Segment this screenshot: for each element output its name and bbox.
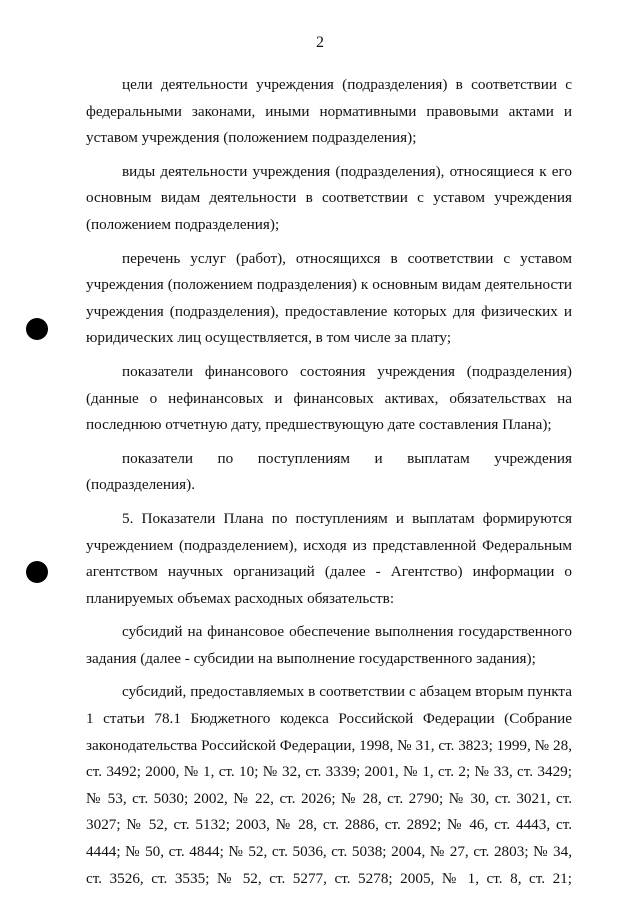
- binder-hole-lower: [26, 561, 48, 583]
- page-number: 2: [316, 34, 324, 51]
- paragraph-budget-code-subsidies: субсидий, предоставляемых в соответствии с абзацем вторым пункта 1 статьи 78.1 Бюджетного кодекса Российской Федерации (Собрание законодательства Российской Федерации, 1998, № 31, ст. 3823; 1999, № 28, ст. 3492; 2000, № 1, ст. 10; № 32, ст. 3339; 2001, № 1, ст. 2; № 33, ст. 3429; № 53, ст. 5030; 2002, № 22, ст. 2026; № 28, ст. 2790; № 30, ст. 3021, ст. 3027; № 52, ст. 5132; 2003, № 28, ст. 2886, ст. 2892; № 46, ст. 4443, ст. 4444; № 50, ст. 4844; № 52, ст. 5036, ст. 5038; 2004, № 27, ст. 2803; № 34, ст. 3526, ст. 3535; № 52, ст. 5277, ст. 5278; 2005, № 1, ст. 8, ст. 21;: [86, 683, 572, 887]
- paragraph-activity-types: виды деятельности учреждения (подразделения), относящиеся к его основным видам деятельности в соответствии с уставом учреждения (положением подразделения);: [86, 162, 572, 233]
- binder-hole-upper: [26, 318, 48, 340]
- paragraph-services-list: перечень услуг (работ), относящихся в соответствии с уставом учреждения (положением подразделения) к основным видам деятельности учреждения (подразделения), предоставление которых для физических и юридических лиц осуществляется, в том числе за плату;: [86, 249, 572, 347]
- paragraph-state-task-subsidies: субсидий на финансовое обеспечение выполнения государственного задания (далее - субсидии на выполнение государственного задания);: [86, 623, 572, 667]
- paragraph-goals: цели деятельности учреждения (подразделения) в соответствии с федеральными законами, иными нормативными правовыми актами и уставом учреждения (положением подразделения);: [86, 76, 572, 147]
- paragraph-receipts-payments: показатели по поступлениям и выплатам учреждения (подразделения).: [86, 449, 572, 494]
- paragraph-section-5: 5. Показатели Плана по поступлениям и выплатам формируются учреждением (подразделением), исходя из представленной Федеральным агентством научных организаций (далее - Агентство) информации о планируемых объемах расходных обязательств:: [86, 509, 572, 607]
- document-body: [86, 72, 572, 899]
- paragraph-financial-indicators: показатели финансового состояния учреждения (подразделения) (данные о нефинансовых и финансовых активах, обязательствах на последнюю отчетную дату, предшествующую дате составления Плана);: [86, 362, 572, 434]
